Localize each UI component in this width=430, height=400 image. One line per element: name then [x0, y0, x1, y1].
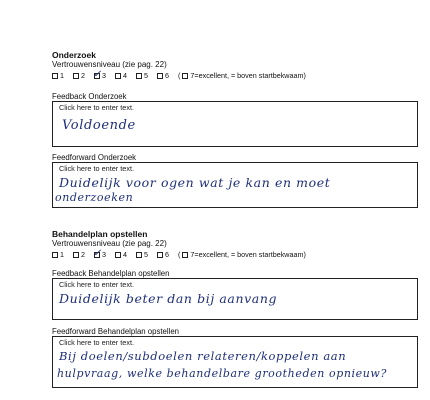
- trust-option-7[interactable]: ( 7=excellent, = boven startbekwaam ): [178, 71, 306, 80]
- trust-level-label: Vertrouwensniveau (zie pag. 22): [52, 239, 167, 248]
- field-placeholder: Click here to enter text.: [59, 164, 135, 173]
- field-placeholder: Click here to enter text.: [59, 338, 135, 347]
- feedforward-label: Feedforward Behandelplan opstellen: [52, 327, 180, 336]
- trust-option-7[interactable]: ( 7=excellent, = boven startbekwaam ): [178, 250, 306, 259]
- trust-option-5[interactable]: 5: [136, 250, 148, 259]
- feedforward-field[interactable]: [52, 162, 418, 208]
- trust-option-1[interactable]: 1: [52, 71, 64, 80]
- trust-option-2[interactable]: 2: [73, 71, 85, 80]
- trust-option-1[interactable]: 1: [52, 250, 64, 259]
- handwritten-feedback: Voldoende: [62, 118, 136, 133]
- handwritten-feedback: Duidelijk beter dan bij aanvang: [59, 291, 278, 306]
- feedforward-label: Feedforward Onderzoek: [52, 153, 137, 162]
- trust-option-3[interactable]: ✓ 3: [93, 68, 106, 80]
- field-placeholder: Click here to enter text.: [59, 280, 135, 289]
- checked-mark-icon: ✓: [93, 68, 102, 80]
- trust-option-6[interactable]: 6: [157, 250, 169, 259]
- checked-mark-icon: ✓: [93, 247, 102, 259]
- trust-option-6[interactable]: 6: [157, 71, 169, 80]
- handwritten-feedforward-line-2: hulpvraag, welke behandelbare grootheden opnieuw?: [57, 367, 387, 380]
- trust-level-scale: [52, 247, 306, 259]
- section-title-behandelplan: Behandelplan opstellen: [52, 229, 148, 239]
- section-title-onderzoek: Onderzoek: [52, 50, 96, 60]
- handwritten-feedforward-line-2: onderzoeken: [55, 191, 134, 204]
- feedback-field[interactable]: [52, 278, 418, 320]
- feedback-label: Feedback Behandelplan opstellen: [52, 269, 170, 278]
- field-placeholder: Click here to enter text.: [59, 103, 135, 112]
- trust-option-4[interactable]: 4: [115, 71, 127, 80]
- feedback-field[interactable]: [52, 101, 418, 147]
- trust-level-scale: [52, 68, 306, 80]
- trust-level-label: Vertrouwensniveau (zie pag. 22): [52, 60, 167, 69]
- feedback-label: Feedback Onderzoek: [52, 92, 127, 101]
- trust-option-4[interactable]: 4: [115, 250, 127, 259]
- handwritten-feedforward-line-1: Duidelijk voor ogen wat je kan en moet: [59, 175, 331, 190]
- trust-option-2[interactable]: 2: [73, 250, 85, 259]
- handwritten-feedforward-line-1: Bij doelen/subdoelen relateren/koppelen aan: [59, 349, 347, 363]
- feedforward-field[interactable]: [52, 336, 418, 388]
- trust-option-5[interactable]: 5: [136, 71, 148, 80]
- trust-option-3[interactable]: ✓ 3: [93, 247, 106, 259]
